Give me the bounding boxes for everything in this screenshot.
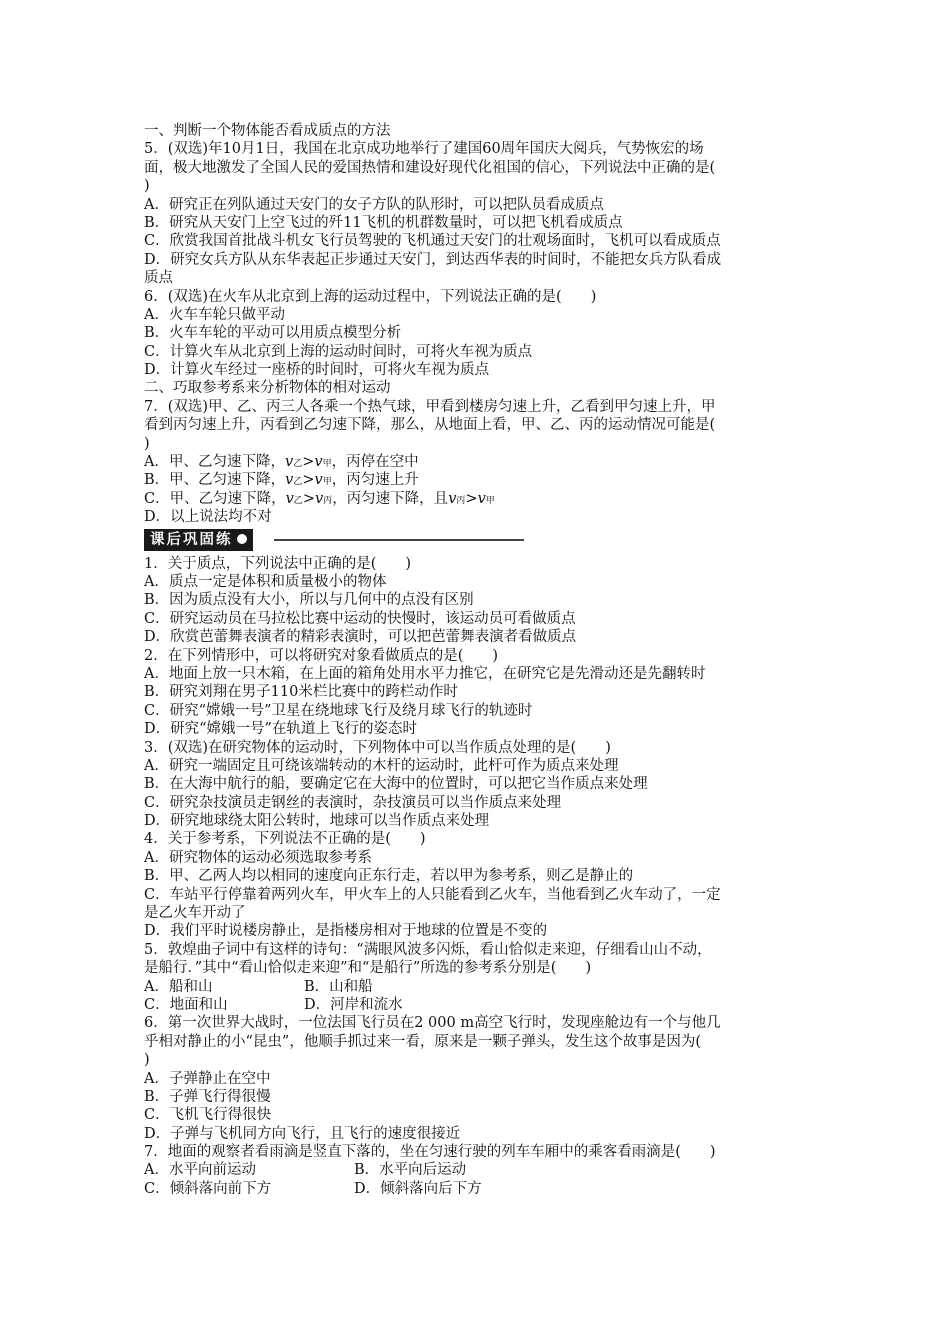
question-7-option-c: C．甲、乙匀速下降，v乙>v丙，丙匀速下降，且v丙>v甲: [144, 490, 495, 507]
banner-dot-icon: [237, 534, 247, 544]
section-heading-2: 二、巧取参考系来分析物体的相对运动: [144, 380, 391, 397]
practice-q6-stem-line-3: ): [144, 1052, 150, 1069]
question-7-option-b: B．甲、乙匀速下降，v乙>v甲，丙匀速上升: [144, 472, 419, 489]
question-6-option-d: D．计算火车经过一座桥的时间时，可将火车视为质点: [144, 362, 490, 379]
practice-q6-option-a: A．子弹静止在空中: [144, 1070, 271, 1087]
practice-q3-option-c: C．研究杂技演员走钢丝的表演时，杂技演员可以当作质点来处理: [144, 794, 562, 811]
practice-banner-label: 课后巩固练: [144, 529, 253, 551]
practice-q5-options-row-1: [144, 978, 816, 996]
practice-q1-stem: 1．关于质点，下列说法中正确的是( ): [144, 555, 412, 572]
practice-q4-option-b: B．甲、乙两人均以相同的速度向正东行走，若以甲为参考系，则乙是静止的: [144, 868, 634, 885]
practice-q3-option-a: A．研究一端固定且可绕该端转动的木杆的运动时，此杆可作为质点来处理: [144, 757, 619, 774]
practice-q5-option-d: D．河岸和流水: [304, 996, 403, 1013]
practice-q3-option-d: D．研究地球绕太阳公转时，地球可以当作质点来处理: [144, 813, 490, 830]
practice-q7-option-a: A．水平向前运动: [144, 1162, 256, 1179]
section-heading-1: 一、判断一个物体能否看成质点的方法: [144, 123, 391, 139]
practice-q5-option-c: C．地面和山: [144, 996, 228, 1013]
question-5-option-d-line-2: 质点: [144, 270, 173, 287]
practice-q5-stem-line-2: 是船行．”其中“看山恰似走来迎”和“是船行”所选的参考系分别是( ): [144, 960, 592, 977]
document-page: [144, 122, 816, 1198]
question-5: [144, 140, 816, 287]
question-6-option-b: B．火车车轮的平动可以用质点模型分析: [144, 325, 402, 342]
practice-q5-stem-line-1: 5．敦煌曲子词中有这样的诗句：“满眼风波多闪烁，看山恰似走来迎，仔细看山山不动，: [144, 941, 712, 958]
question-5-option-c: C．欣赏我国首批战斗机女飞行员驾驶的飞机通过天安门的壮观场面时，飞机可以看成质点: [144, 233, 721, 250]
practice-q5-options-row-2: [144, 996, 816, 1014]
question-7-stem-line-3: ): [144, 435, 150, 452]
practice-q7-option-b: B．水平向后运动: [354, 1162, 467, 1179]
question-5-stem-line-3: ): [144, 178, 150, 195]
practice-q2-option-c: C．研究“嫦娥一号”卫星在绕地球飞行及绕月球飞行的轨迹时: [144, 702, 533, 719]
practice-q1-option-a: A．质点一定是体积和质量极小的物体: [144, 573, 387, 590]
question-5-option-a: A．研究正在列队通过天安门的女子方队的队形时，可以把队员看成质点: [144, 196, 604, 213]
question-6-option-a: A．火车车轮只做平动: [144, 306, 285, 323]
practice-q6-option-d: D．子弹与飞机同方向飞行，且飞行的速度很接近: [144, 1125, 461, 1142]
practice-q5-option-a: A．船和山: [144, 978, 213, 995]
practice-q3-stem: 3．(双选)在研究物体的运动时，下列物体中可以当作质点处理的是( ): [144, 739, 611, 756]
practice-q4-option-d: D．我们平时说楼房静止，是指楼房相对于地球的位置是不变的: [144, 923, 548, 940]
practice-q6-stem-line-2: 乎相对静止的小“昆虫”，他顺手抓过来一看，原来是一颗子弹头，发生这个故事是因为(: [144, 1033, 701, 1050]
practice-q2-option-d: D．研究“嫦娥一号”在轨道上飞行的姿态时: [144, 721, 417, 738]
question-7-option-d: D．以上说法均不对: [144, 509, 272, 526]
practice-question-4: [144, 830, 816, 940]
question-6: [144, 288, 816, 380]
banner-divider: [274, 539, 524, 541]
practice-q7-option-d: D．倾斜落向后下方: [354, 1180, 482, 1197]
practice-q4-option-a: A．研究物体的运动必须选取参考系: [144, 849, 372, 866]
question-5-stem-line-2: 面，极大地激发了全国人民的爱国热情和建设好现代化祖国的信心，下列说法中正确的是(: [144, 159, 716, 176]
question-5-stem-line-1: 5．(双选)年10月1日，我国在北京成功地举行了建国60周年国庆大阅兵，气势恢宏的场: [144, 141, 704, 158]
practice-question-7: [144, 1143, 816, 1198]
practice-q2-stem: 2．在下列情形中，可以将研究对象看做质点的是( ): [144, 647, 499, 664]
practice-banner: [144, 529, 816, 551]
practice-q7-options-row-1: [144, 1161, 816, 1179]
question-7-stem-line-2: 看到丙匀速上升，丙看到乙匀速下降，那么，从地面上看，甲、乙、丙的运动情况可能是(: [144, 417, 716, 434]
question-5-option-d-line-1: D．研究女兵方队从东华表起正步通过天安门，到达西华表的时间时，不能把女兵方队看成: [144, 251, 722, 268]
question-6-option-c: C．计算火车从北京到上海的运动时间时，可将火车视为质点: [144, 343, 533, 360]
question-5-option-b: B．研究从天安门上空飞过的歼11飞机的机群数量时，可以把飞机看成质点: [144, 214, 623, 231]
practice-q6-stem-line-1: 6．第一次世界大战时，一位法国飞行员在2 000 m高空飞行时，发现座舱边有一个与他几: [144, 1015, 721, 1032]
practice-q6-option-c: C．飞机飞行得很快: [144, 1107, 272, 1124]
question-7-option-a: A．甲、乙匀速下降，v乙>v甲，丙停在空中: [144, 454, 419, 471]
practice-question-2: [144, 647, 816, 739]
practice-q3-option-b: B．在大海中航行的船，要确定它在大海中的位置时，可以把它当作质点来处理: [144, 776, 648, 793]
practice-q7-stem: 7．地面的观察者看雨滴是竖直下落的，坐在匀速行驶的列车车厢中的乘客看雨滴是( ): [144, 1144, 716, 1161]
practice-question-3: [144, 739, 816, 831]
question-7-stem-line-1: 7．(双选)甲、乙、丙三人各乘一个热气球，甲看到楼房匀速上升，乙看到甲匀速上升，甲: [144, 398, 716, 415]
practice-q1-option-d: D．欣赏芭蕾舞表演者的精彩表演时，可以把芭蕾舞表演者看做质点: [144, 629, 577, 646]
practice-question-5: [144, 941, 816, 1015]
practice-q6-option-b: B．子弹飞行得很慢: [144, 1088, 271, 1105]
question-6-stem: 6．(双选)在火车从北京到上海的运动过程中，下列说法正确的是( ): [144, 288, 597, 305]
practice-question-6: [144, 1014, 816, 1143]
practice-q2-option-b: B．研究刘翔在男子110米栏比赛中的跨栏动作时: [144, 684, 458, 701]
practice-q4-option-c-line-2: 是乙火车开动了: [144, 905, 246, 922]
practice-question-1: [144, 555, 816, 647]
practice-q1-option-b: B．因为质点没有大小，所以与几何中的点没有区别: [144, 592, 474, 609]
practice-q4-stem: 4．关于参考系，下列说法不正确的是( ): [144, 831, 426, 848]
practice-q7-options-row-2: [144, 1180, 816, 1198]
practice-q2-option-a: A．地面上放一只木箱，在上面的箱角处用水平力推它，在研究它是先滑动还是先翻转时: [144, 665, 706, 682]
practice-q7-option-c: C．倾斜落向前下方: [144, 1180, 272, 1197]
practice-q4-option-c-line-1: C．车站平行停靠着两列火车，甲火车上的人只能看到乙火车，当他看到乙火车动了，一定: [144, 886, 721, 903]
practice-q5-option-b: B．山和船: [304, 978, 373, 995]
question-7: [144, 398, 816, 527]
practice-q1-option-c: C．研究运动员在马拉松比赛中运动的快慢时，该运动员可看做质点: [144, 610, 576, 627]
